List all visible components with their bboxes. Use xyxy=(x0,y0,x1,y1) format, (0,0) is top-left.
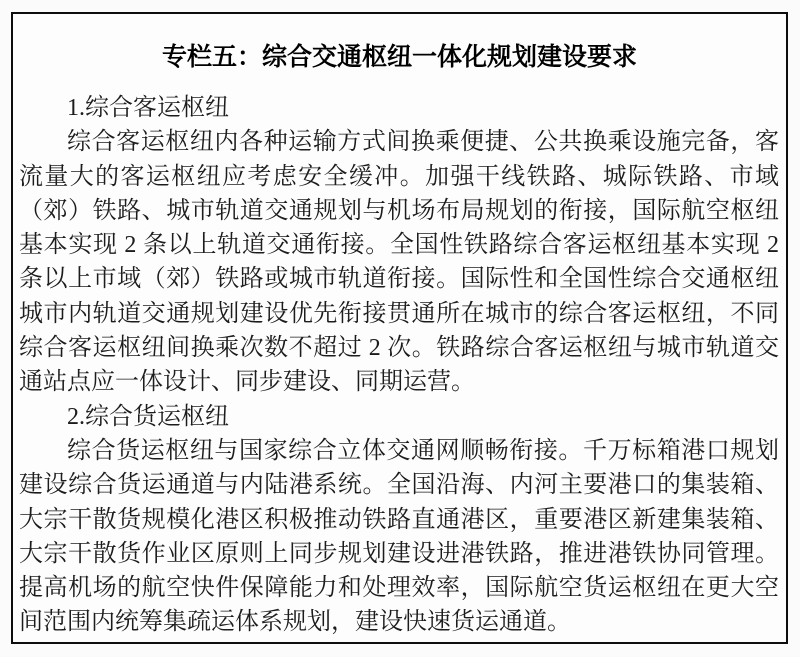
body-line: 大宗干散货作业区原则上同步规划建设进港铁路，推进港铁协同管理。 xyxy=(19,540,779,567)
body-line: 条以上市域（郊）铁路或城市轨道衔接。国际性和全国性综合交通枢纽 xyxy=(19,266,779,293)
body-line: 综合货运枢纽与国家综合立体交通网顺畅衔接。千万标箱港口规划 xyxy=(67,437,779,464)
body-line: （郊）铁路、城市轨道交通规划与机场布局规划的衔接，国际航空枢纽 xyxy=(19,197,779,224)
policy-box xyxy=(11,12,788,644)
body-line: 流量大的客运枢纽应考虑安全缓冲。加强干线铁路、城际铁路、市域 xyxy=(19,163,779,190)
box-title: 专栏五：综合交通枢纽一体化规划建设要求 xyxy=(161,43,637,71)
body-line: 提高机场的航空快件保障能力和处理效率，国际航空货运枢纽在更大空 xyxy=(19,575,779,602)
body-line: 间范围内统筹集疏运体系规划，建设快速货运通道。 xyxy=(19,609,571,636)
body-line: 建设综合货运通道与内陆港系统。全国沿海、内河主要港口的集装箱、 xyxy=(19,472,779,499)
body-line: 通站点应一体设计、同步建设、同期运营。 xyxy=(19,369,475,396)
box-body xyxy=(13,91,786,640)
section-heading-passenger: 1.综合客运枢纽 xyxy=(67,95,229,121)
body-line: 综合客运枢纽内各种运输方式间换乘便捷、公共换乘设施完备，客 xyxy=(67,129,779,156)
body-line: 基本实现 2 条以上轨道交通衔接。全国性铁路综合客运枢纽基本实现 2 xyxy=(19,232,779,259)
section-passenger-hub xyxy=(19,91,779,400)
body-line: 城市内轨道交通规划建设优先衔接贯通所在城市的综合客运枢纽，不同 xyxy=(19,300,779,327)
body-line: 大宗干散货规模化港区积极推动铁路直通港区，重要港区新建集装箱、 xyxy=(19,506,779,533)
section-freight-hub xyxy=(19,400,779,640)
body-line: 综合客运枢纽间换乘次数不超过 2 次。铁路综合客运枢纽与城市轨道交 xyxy=(19,335,779,362)
section-heading-freight: 2.综合货运枢纽 xyxy=(67,403,229,430)
